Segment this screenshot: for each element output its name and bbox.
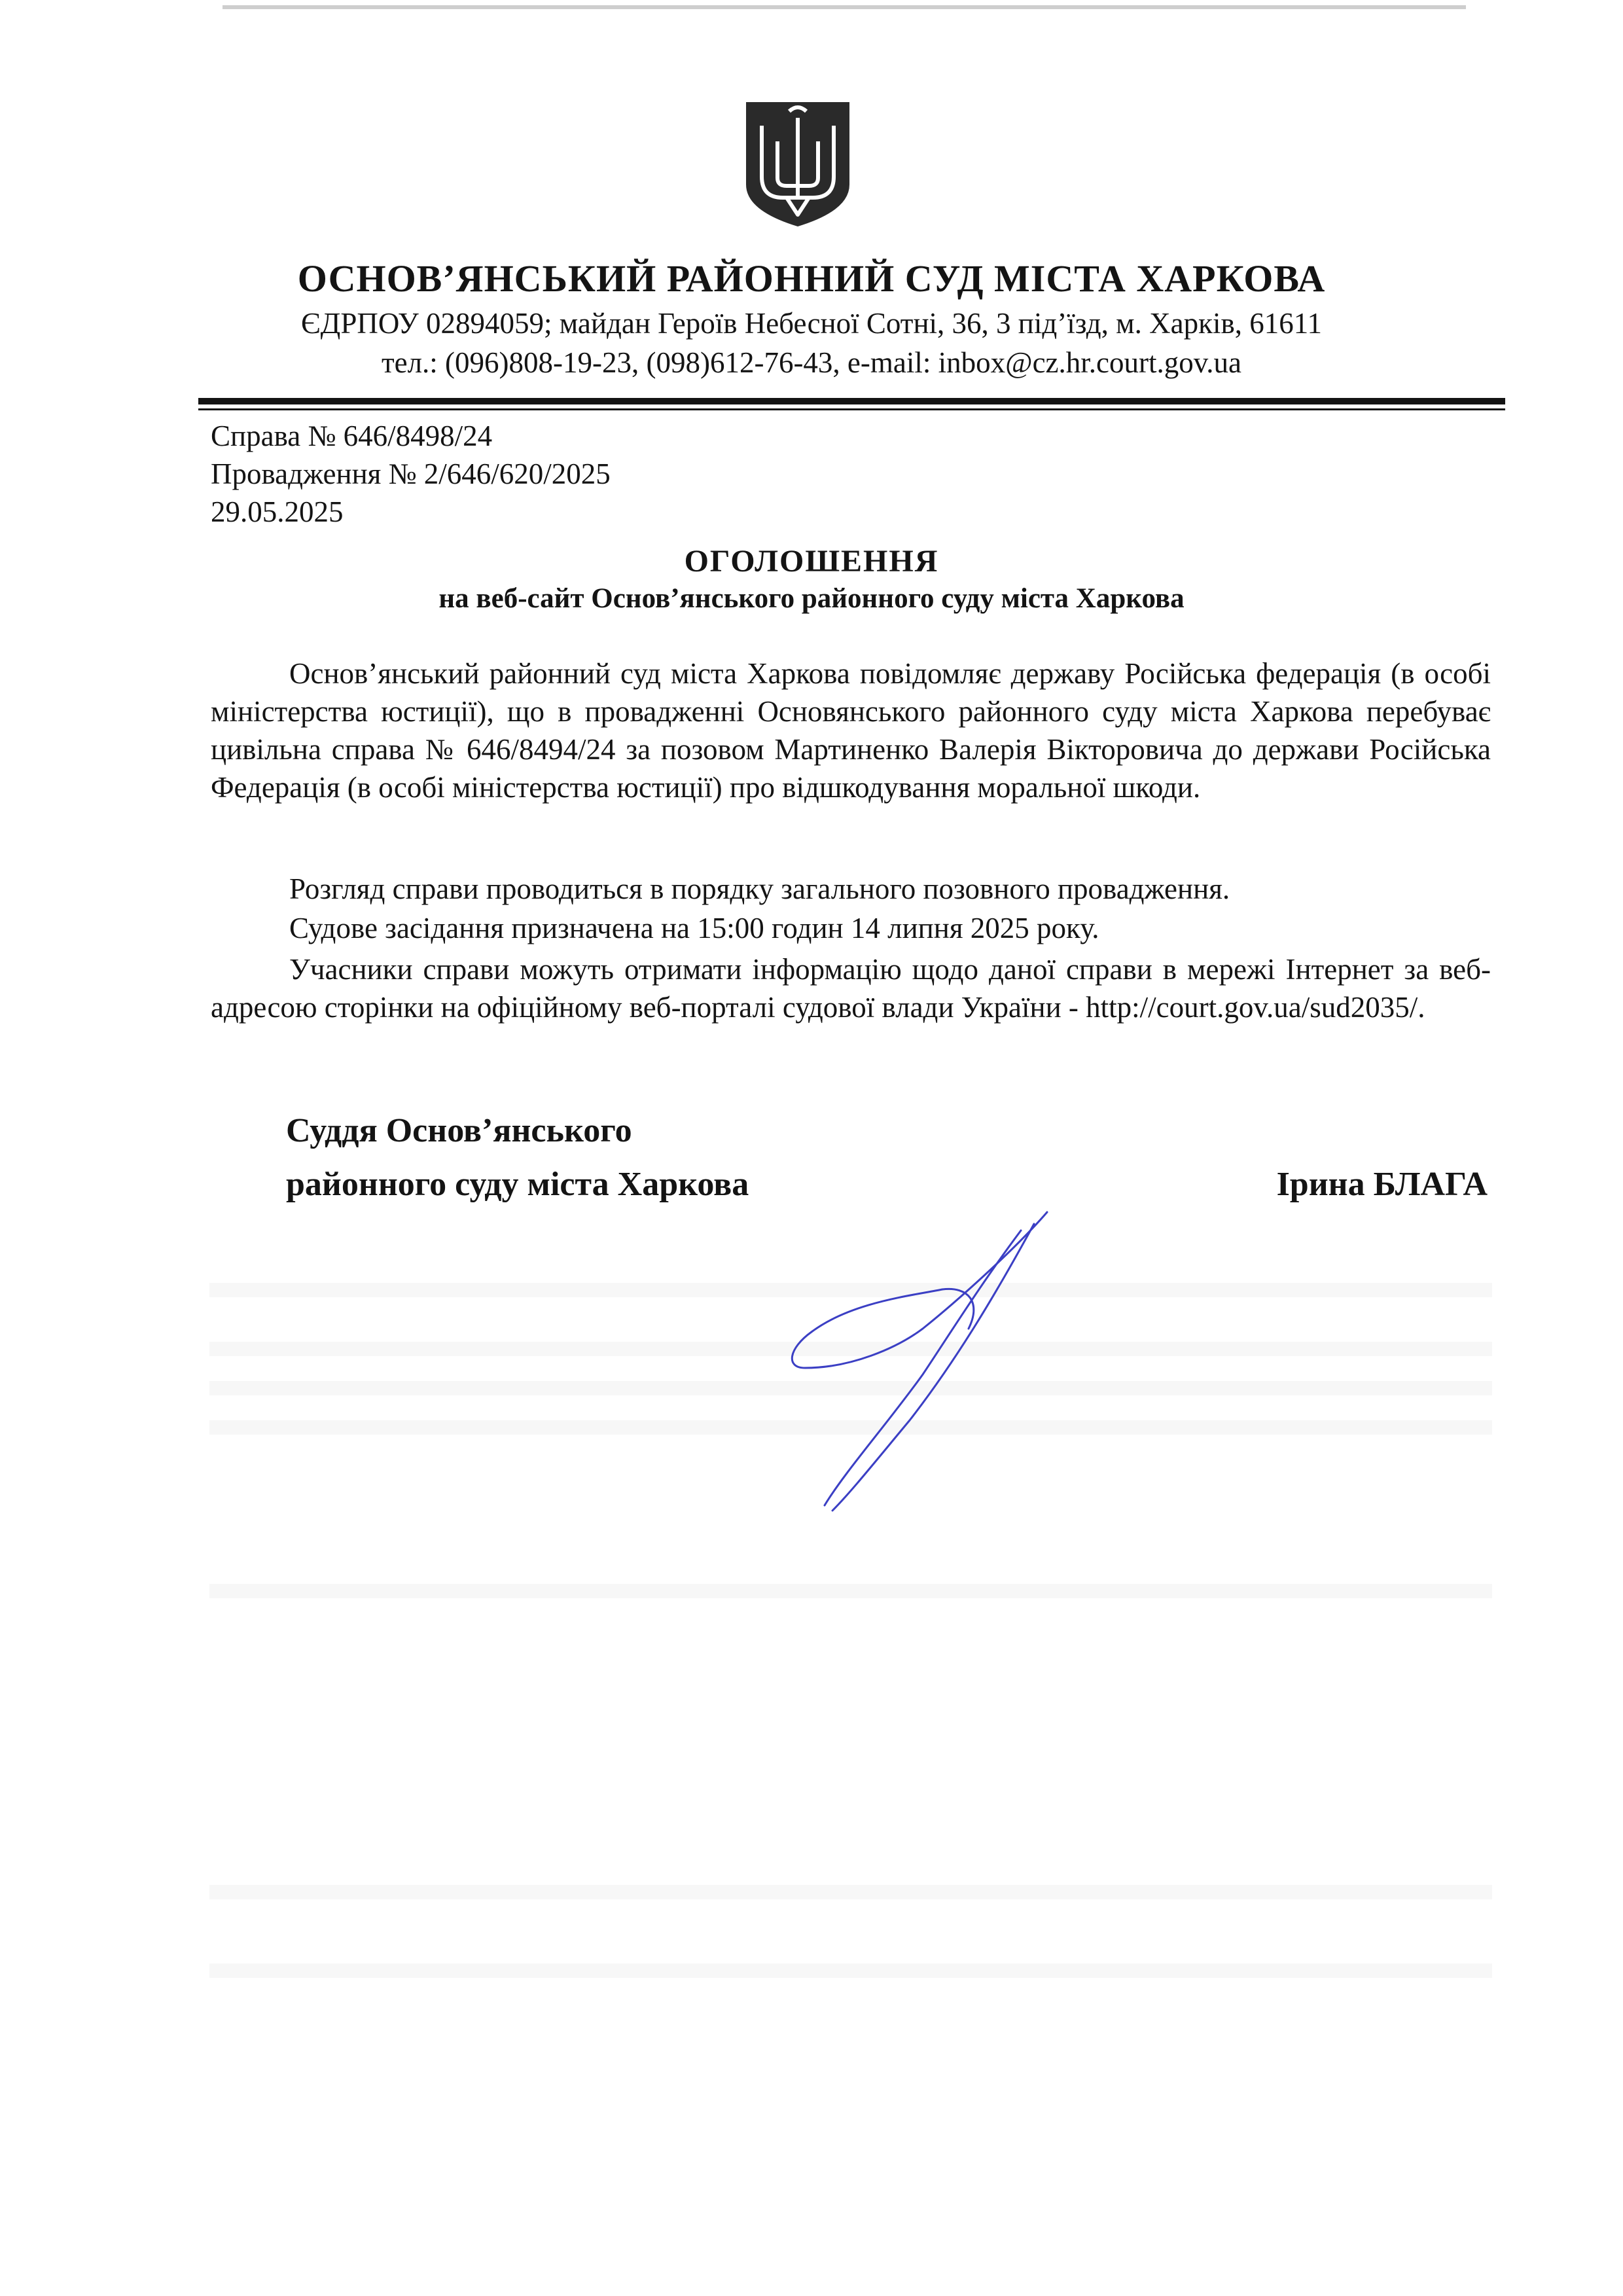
header-divider-thin [198,408,1505,410]
announcement-title: ОГОЛОШЕННЯ [684,544,939,579]
document-date: 29.05.2025 [211,495,344,528]
judge-name: Ірина БЛАГА [1276,1166,1488,1203]
bleed-through-line [209,1964,1492,1978]
scan-edge-mark [223,5,1466,9]
proceeding-number: Провадження № 2/646/620/2025 [211,457,611,490]
bleed-through-line [209,1885,1492,1899]
bleed-through-line [209,1584,1492,1598]
handwritten-signature-icon [759,1204,1113,1518]
judge-position-line2: районного суду міста Харкова [286,1166,749,1203]
announcement-paragraph-procedure: Розгляд справи проводиться в порядку загального позовного провадження. [289,872,1230,905]
judge-position-line1: Суддя Основ’янського [286,1112,632,1149]
court-contacts: тел.: (096)808-19-23, (098)612-76-43, e-mail: inbox@cz.hr.court.gov.ua [381,346,1242,379]
announcement-paragraph-info: Учасники справи можуть отримати інформацію щодо даної справи в мережі Інтернет за веб-адресою сторінки на офіційному веб-порталі судової влади України - http://court.gov.ua/sud2035/. [211,953,1491,1024]
court-address: ЄДРПОУ 02894059; майдан Героїв Небесної Сотні, 36, 3 під’їзд, м. Харків, 61611 [300,307,1323,340]
announcement-subtitle: на веб-сайт Основ’янського районного суду міста Харкова [438,583,1185,614]
header-divider-thick [198,398,1505,404]
court-name-heading: ОСНОВ’ЯНСЬКИЙ РАЙОННИЙ СУД МІСТА ХАРКОВА [297,257,1326,300]
ukraine-trident-emblem-icon [743,99,852,229]
announcement-paragraph-hearing: Судове засідання призначена на 15:00 годин 14 липня 2025 року. [289,912,1099,944]
case-number: Справа № 646/8498/24 [211,420,493,452]
announcement-paragraph-main: Основ’янський районний суд міста Харкова повідомляє державу Російська федерація (в особі міністерства юстиції), що в провадженні Основянського районного суду міста Харкова перебуває цивільна справа № 646/8494/24 за позовом Мартиненко Валерія Вікторовича до держави Російська Федерація (в особі міністерства юстиції) про відшкодування моральної шкоди. [211,657,1491,804]
